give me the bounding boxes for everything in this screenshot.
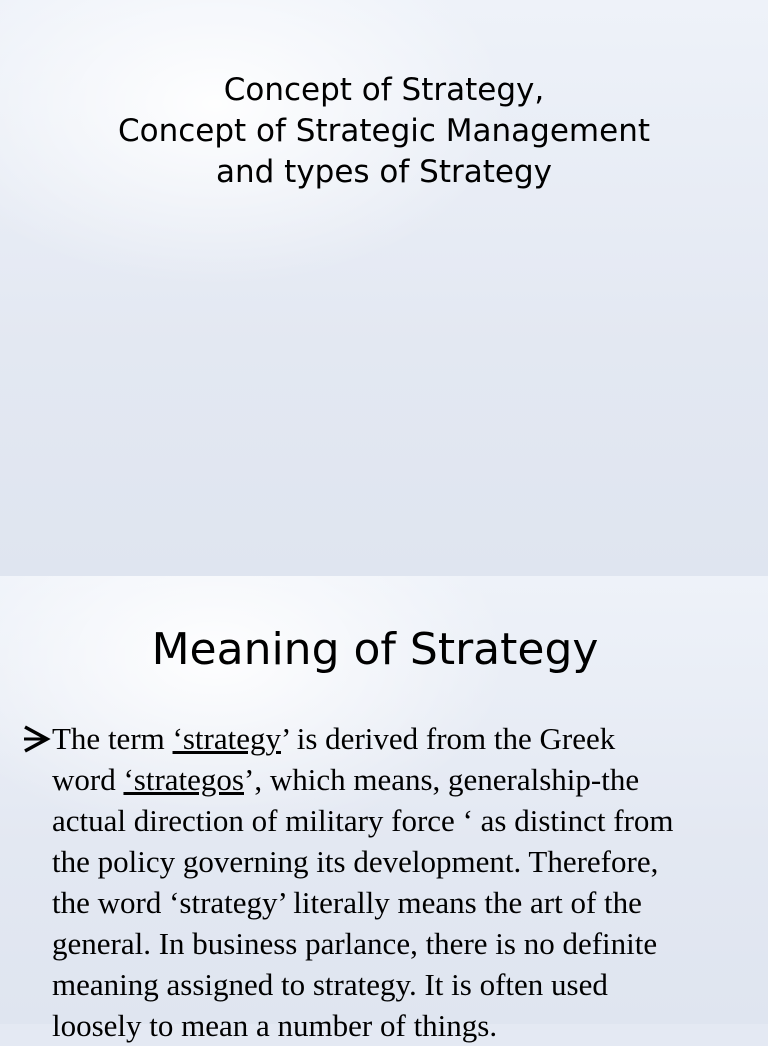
underlined-term-strategy: ‘strategy: [172, 721, 281, 756]
content-slide: [0, 576, 768, 1043]
text-fragment: The term: [52, 721, 173, 756]
bullet-line-8: loosely to mean a number of things.: [52, 1008, 498, 1043]
bullet-line-5: the word ‘strategy’ literally means the art of the: [52, 885, 642, 920]
slide-heading: Meaning of Strategy: [151, 624, 599, 675]
bullet-line-7: meaning assigned to strategy. It is often used: [52, 967, 608, 1002]
bullet-line-6: general. In business parlance, there is no definite: [52, 926, 658, 961]
bullet-line-2: [52, 759, 752, 800]
text-fragment: ’ is derived from the Greek: [280, 721, 616, 756]
title-line-3: and types of Strategy: [216, 154, 552, 190]
bullet-text: [52, 718, 752, 1046]
text-fragment: word: [52, 762, 124, 797]
text-fragment: ’, which means, generalship-the: [244, 762, 640, 797]
slide-title: [0, 70, 768, 193]
title-line-1: Concept of Strategy,: [223, 72, 545, 108]
arrow-bullet-icon: [22, 718, 50, 759]
bullet-paragraph: [22, 718, 752, 1046]
title-line-2: Concept of Strategic Management: [118, 113, 650, 149]
bullet-line-3: actual direction of military force ‘ as distinct from: [52, 803, 674, 838]
underlined-term-strategos: ‘strategos: [123, 762, 244, 797]
bullet-line-4: the policy governing its development. Therefore,: [52, 844, 659, 879]
bullet-line-1: [52, 718, 752, 759]
